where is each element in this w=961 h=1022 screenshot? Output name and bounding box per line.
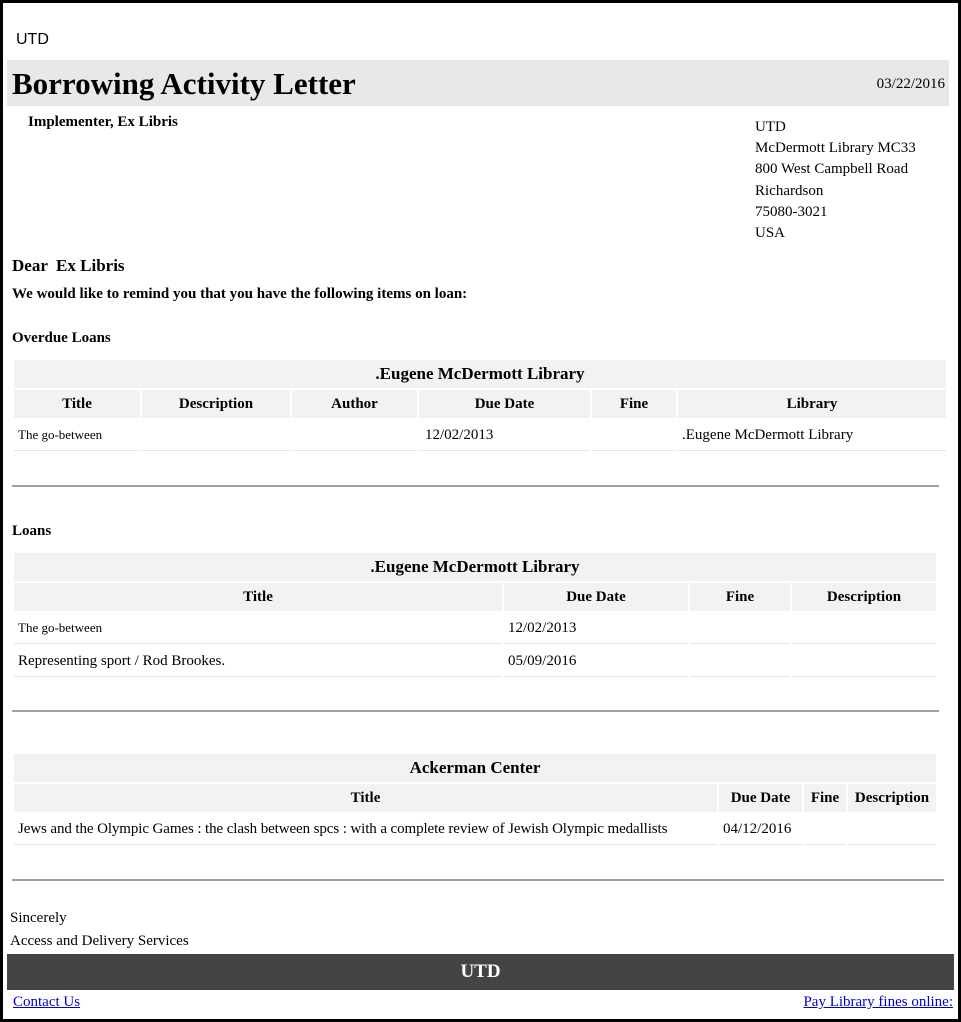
col-due-date: Due Date [419,390,590,418]
cell-library: .Eugene McDermott Library [678,420,946,451]
divider [12,710,939,712]
address-line: USA [755,225,786,242]
table-row [14,613,936,644]
contact-us-link[interactable]: Contact Us [13,994,81,1010]
cell-description [142,420,290,451]
patron-name: Implementer, Ex Libris [28,114,178,130]
cell-due-date: 05/09/2016 [504,646,688,677]
intro-text: We would like to remind you that you have the following items on loan: [12,286,468,302]
cell-title: Jews and the Olympic Games : the clash between spcs : with a complete review of Jewish Olympic medallists [14,814,717,845]
cell-fine [804,814,846,845]
col-description: Description [848,784,936,812]
col-title: Title [14,784,717,812]
cell-title: The go-between [14,613,502,644]
loans-table-mcdermott [12,551,938,679]
cell-description [792,613,936,644]
col-description: Description [142,390,290,418]
overdue-library-caption: .Eugene McDermott Library [14,360,946,388]
col-due-date: Due Date [719,784,802,812]
col-title: Title [14,583,502,611]
col-description: Description [792,583,936,611]
org-code-top: UTD [16,31,49,48]
closing-signature: Access and Delivery Services [10,933,189,949]
overdue-heading: Overdue Loans [12,330,111,346]
greeting: Dear Ex Libris [12,256,125,275]
cell-due-date: 04/12/2016 [719,814,802,845]
footer-org-code: UTD [460,961,501,982]
cell-due-date: 12/02/2013 [419,420,590,451]
loans-table-ackerman [12,752,938,847]
col-fine: Fine [592,390,676,418]
letter-date: 03/22/2016 [876,76,945,92]
overdue-table-wrap [12,358,948,453]
table-row [14,814,936,845]
address-line: 800 West Campbell Road [755,161,909,178]
cell-fine [690,613,790,644]
cell-fine [690,646,790,677]
col-fine: Fine [690,583,790,611]
table-row [14,646,936,677]
cell-author [292,420,417,451]
cell-title: The go-between [14,420,140,451]
cell-description [848,814,936,845]
letter-title: Borrowing Activity Letter [12,66,356,101]
address-line: UTD [755,119,786,135]
loans-library-caption: Ackerman Center [14,754,936,782]
col-library: Library [678,390,946,418]
closing-sincerely: Sincerely [10,910,67,926]
loans-heading: Loans [12,523,52,539]
cell-due-date: 12/02/2013 [504,613,688,644]
col-author: Author [292,390,417,418]
col-title: Title [14,390,140,418]
cell-description [792,646,936,677]
table-row [14,420,946,451]
pay-fines-link[interactable]: Pay Library fines online: [803,994,953,1010]
cell-fine [592,420,676,451]
divider [12,879,944,881]
library-address [755,117,916,244]
address-line: McDermott Library MC33 [755,140,916,157]
overdue-table [12,358,948,453]
loans-table-wrap-2 [12,752,938,847]
loans-library-caption: .Eugene McDermott Library [14,553,936,581]
divider [12,485,939,487]
address-line: 75080-3021 [755,203,828,220]
loans-table-wrap-1 [12,551,938,679]
col-due-date: Due Date [504,583,688,611]
col-fine: Fine [804,784,846,812]
cell-title: Representing sport / Rod Brookes. [14,646,502,677]
address-line: Richardson [755,182,824,199]
